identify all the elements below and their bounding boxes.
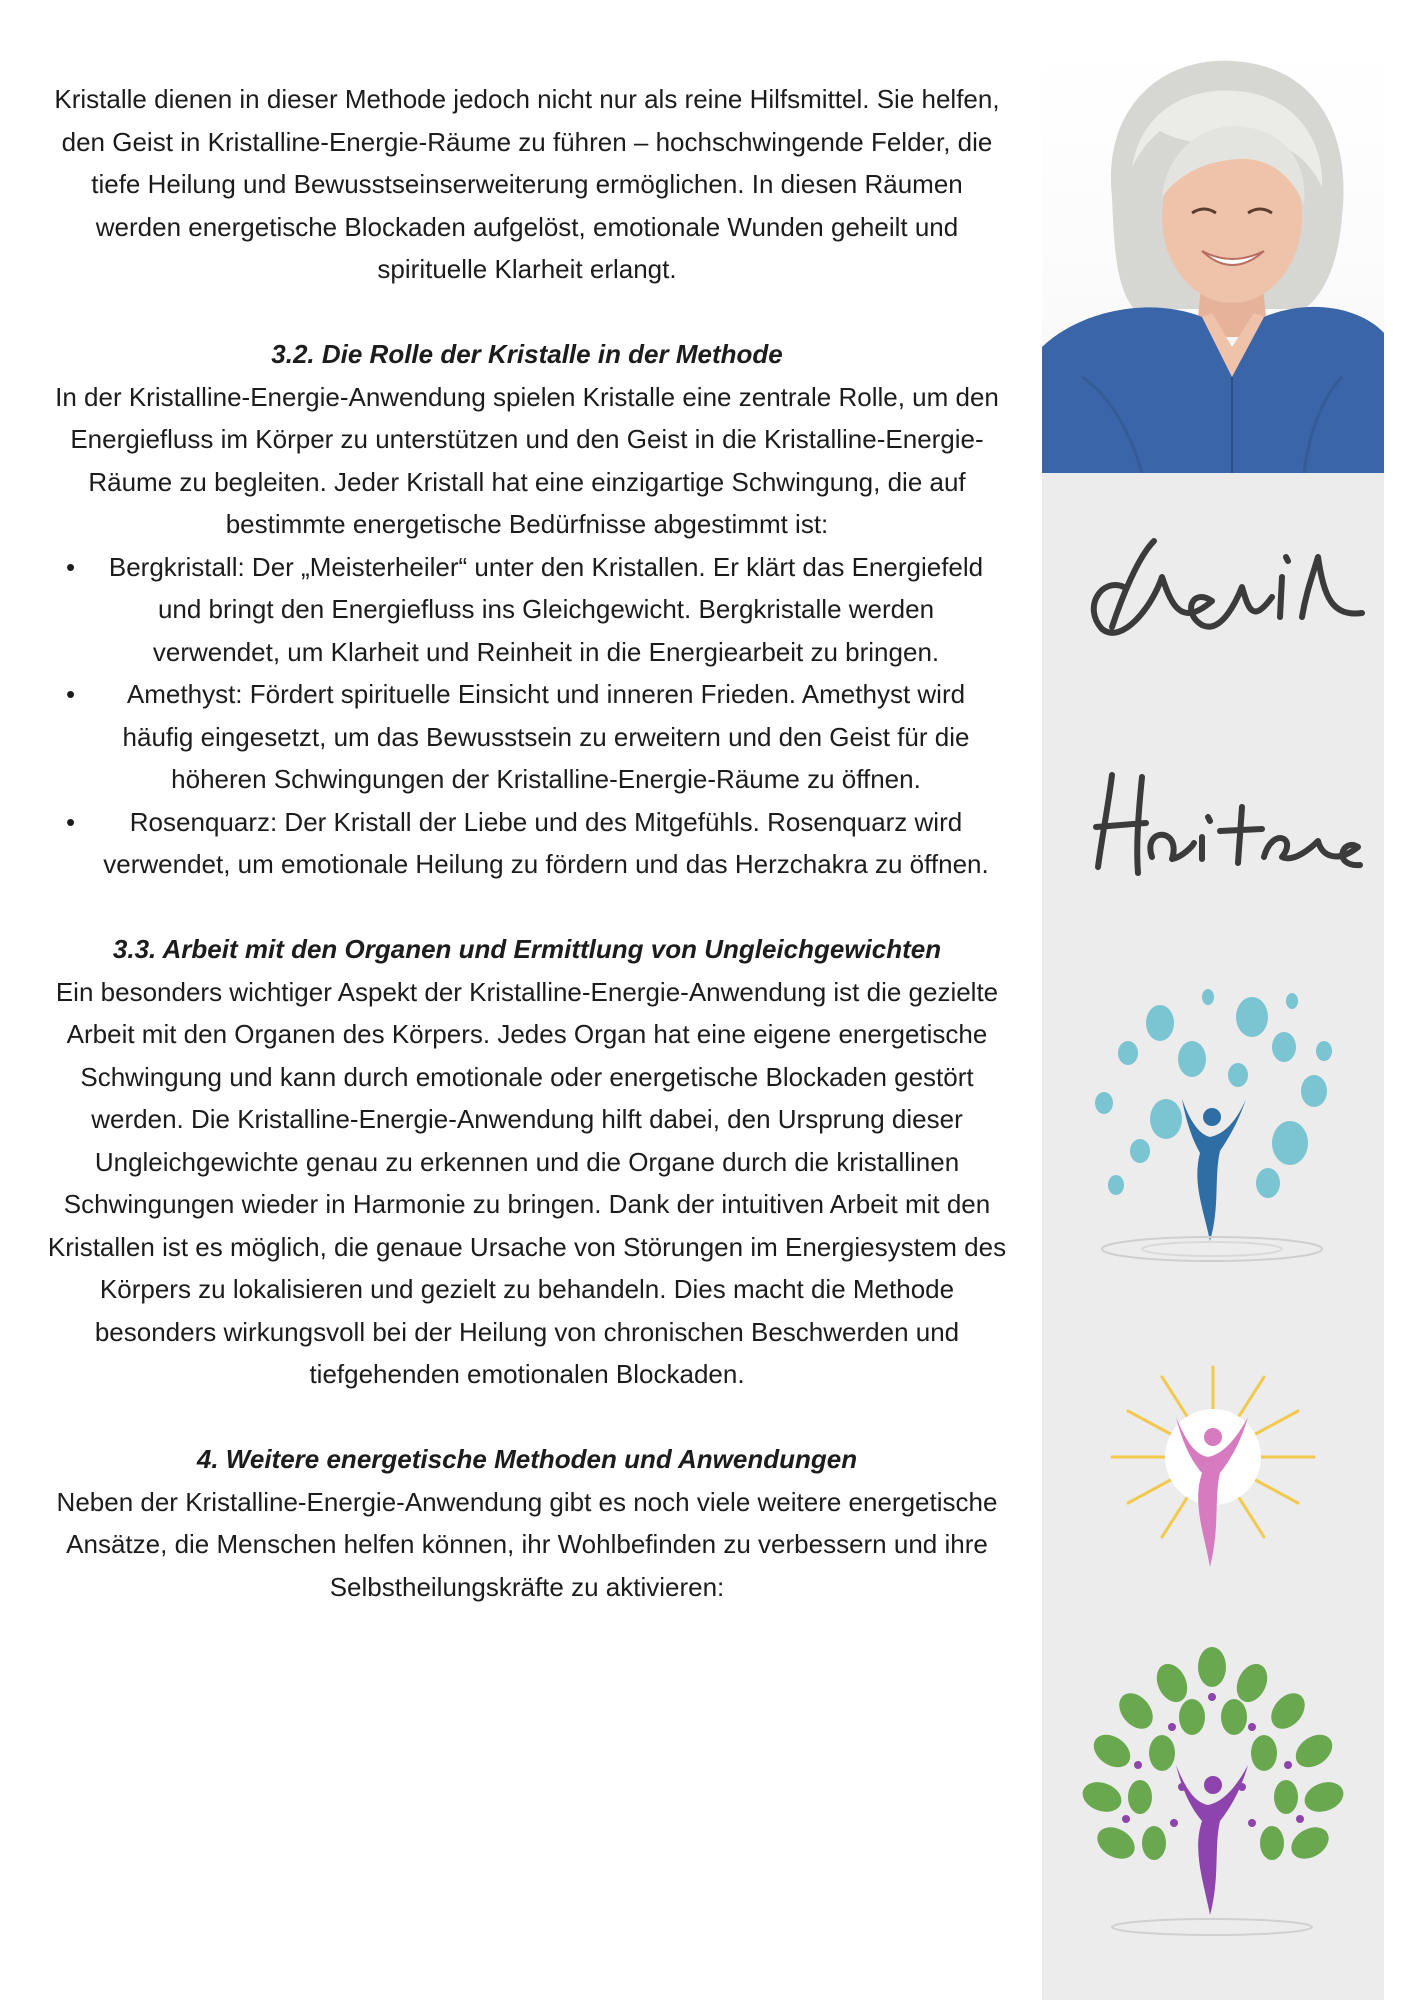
crystal-list (46, 546, 1008, 886)
paragraph-3-2: In der Kristalline-Energie-Anwendung spielen Kristalle eine zentrale Rolle, um den Energiefluss im Körper zu unterstützen und den Geist in die Kristalline-Energie-Räume zu begleiten. Jeder Kristall hat eine einzigartige Schwingung, die auf bestimmte energetische Bedürfnisse abgestimmt ist: (55, 381, 999, 539)
spacer (46, 291, 1008, 334)
heading-4: 4. Weitere energetische Methoden und Anwendungen (196, 1444, 858, 1474)
spacer (46, 1396, 1008, 1439)
signature-last-name (1042, 747, 1384, 897)
paragraph-3-3: Ein besonders wichtiger Aspekt der Kristalline-Energie-Anwendung ist die gezielte Arbeit mit den Organen des Körpers. Jedes Organ hat eine eigene energetische Schwingung und kann durch emotionale oder energetische Blockaden gestört werden. Die Kristalline-Energie-Anwendung hilft dabei, den Ursprung dieser Ungleichgewichte genau zu erkennen und die Organe durch die kristallinen Schwingungen wieder in Harmonie zu bringen. Dank der intuitiven Arbeit mit den Kristallen ist es möglich, die genaue Ursache von Störungen im Energiesystem des Körpers zu lokalisieren und gezielt zu behandeln. Dies macht die Methode besonders wirkungsvoll bei der Heilung von chronischen Beschwerden und tiefgehenden emotionalen Blockaden. (47, 976, 1007, 1389)
tree-figure-icon (1042, 1647, 1384, 1967)
sun-figure-icon (1042, 1347, 1384, 1627)
list-item-amethyst: • Amethyst: Fördert spirituelle Einsicht und inneren Frieden. Amethyst wird häufig eingesetzt, um das Bewusstsein zu erweitern und den Geist für die höheren Schwingungen der Kristalline-Energie-Räume zu öffnen. (46, 673, 1008, 801)
signature-first-name (1042, 517, 1384, 667)
document-body (46, 78, 1008, 1608)
intro-paragraph: Kristalle dienen in dieser Methode jedoch nicht nur als reine Hilfsmittel. Sie helfen, den Geist in Kristalline-Energie-Räume zu führen – hochschwingende Felder, die tiefe Heilung und Bewusstseinserweiterung ermöglichen. In diesen Räumen werden energetische Blockaden aufgelöst, emotionale Wunden geheilt und spirituelle Klarheit erlangt. (54, 84, 1000, 284)
list-item-bergkristall: • Bergkristall: Der „Meisterheiler“ unter den Kristallen. Er klärt das Energiefeld und bringt den Energiefluss ins Gleichgewicht. Bergkristalle werden verwendet, um Klarheit und Reinheit in die Energiearbeit zu bringen. (46, 546, 1008, 674)
sidebar-decoration (1042, 47, 1384, 2000)
list-item-rosenquarz: • Rosenquarz: Der Kristall der Liebe und des Mitgefühls. Rosenquarz wird verwendet, um emotionale Heilung zu fördern und das Herzchakra zu öffnen. (46, 801, 1008, 886)
spacer (46, 886, 1008, 929)
heading-3-3: 3.3. Arbeit mit den Organen und Ermittlung von Ungleichgewichten (112, 934, 942, 964)
heading-3-2: 3.2. Die Rolle der Kristalle in der Methode (271, 339, 783, 369)
water-figure-icon (1042, 987, 1384, 1287)
portrait-photo (1042, 47, 1384, 473)
paragraph-4: Neben der Kristalline-Energie-Anwendung gibt es noch viele weitere energetische Ansätze, die Menschen helfen können, ihr Wohlbefinden zu verbessern und ihre Selbstheilungskräfte zu aktivieren: (56, 1486, 998, 1602)
